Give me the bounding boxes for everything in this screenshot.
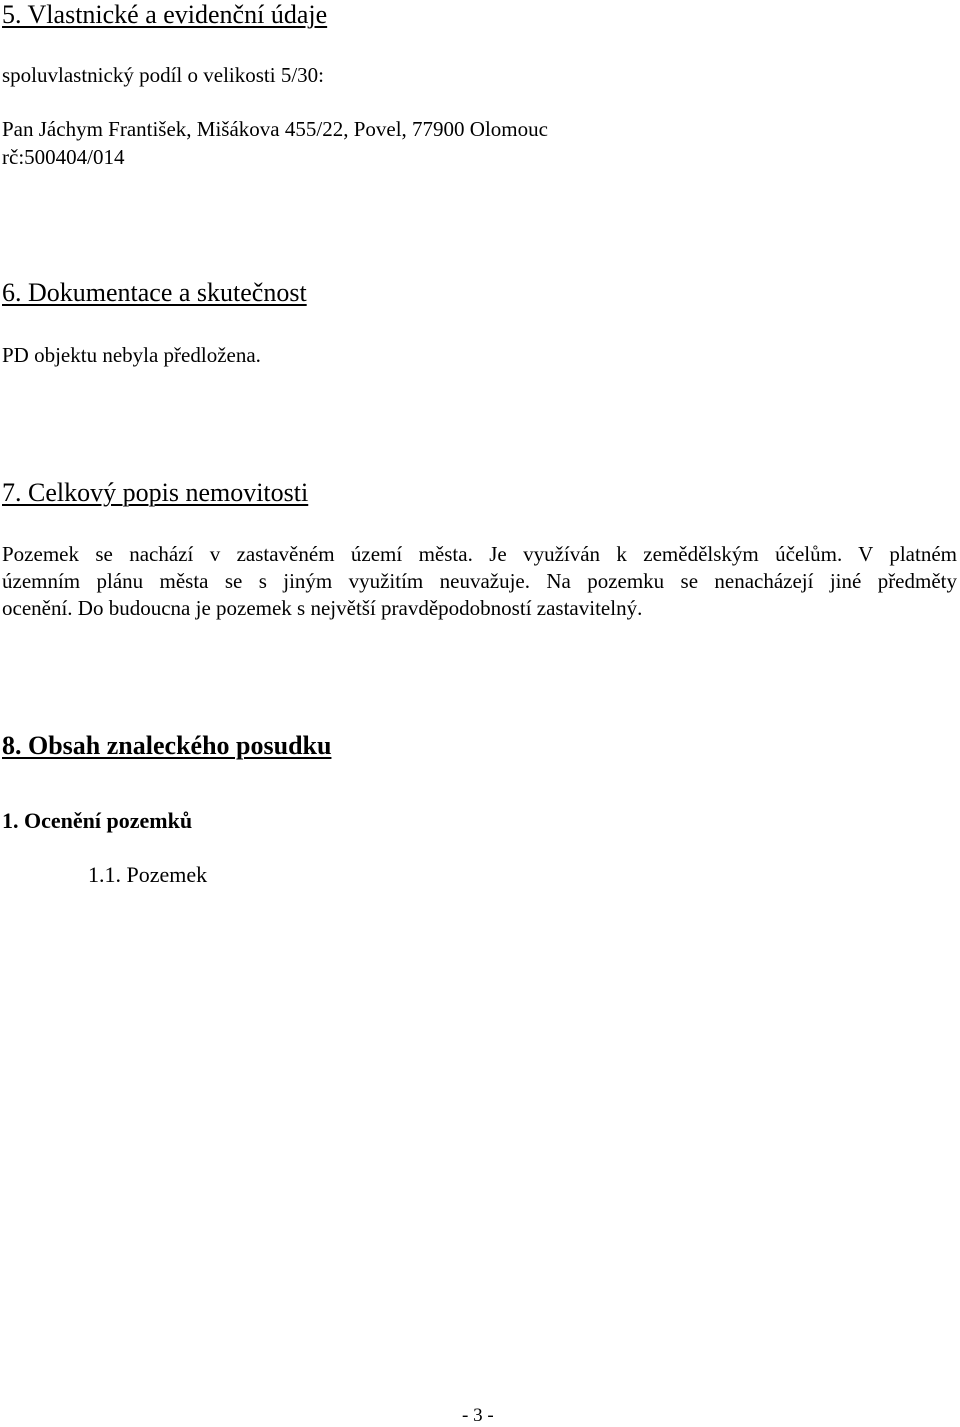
subsection-item-land: 1.1. Pozemek bbox=[88, 862, 208, 887]
owner-id-number: rč:500404/014 bbox=[2, 145, 125, 169]
property-description bbox=[2, 541, 957, 622]
documentation-text: PD objektu nebyla předložena. bbox=[2, 343, 261, 367]
section-5-heading: 5. Vlastnické a evidenční údaje bbox=[2, 0, 328, 29]
subsection-land-valuation: 1. Ocenění pozemků bbox=[2, 808, 193, 833]
section-6-heading: 6. Dokumentace a skutečnost bbox=[2, 278, 307, 307]
ownership-share-text: spoluvlastnický podíl o velikosti 5/30: bbox=[2, 63, 324, 87]
section-7-heading: 7. Celkový popis nemovitosti bbox=[2, 478, 309, 507]
section-8-heading: 8. Obsah znaleckého posudku bbox=[2, 731, 332, 760]
property-description-line: ocenění. Do budoucna je pozemek s největší pravděpodobností zastavitelný. bbox=[2, 596, 643, 620]
page-number: - 3 - bbox=[462, 1405, 494, 1426]
owner-name-address: Pan Jáchym František, Mišákova 455/22, Povel, 77900 Olomouc bbox=[2, 117, 548, 141]
property-description-line: Pozemek se nachází v zastavěném území města. Je využíván k zemědělským účelům. V platném bbox=[2, 542, 957, 566]
property-description-line: územním plánu města se s jiným využitím neuvažuje. Na pozemku se nenacházejí jiné předměty bbox=[2, 569, 957, 593]
